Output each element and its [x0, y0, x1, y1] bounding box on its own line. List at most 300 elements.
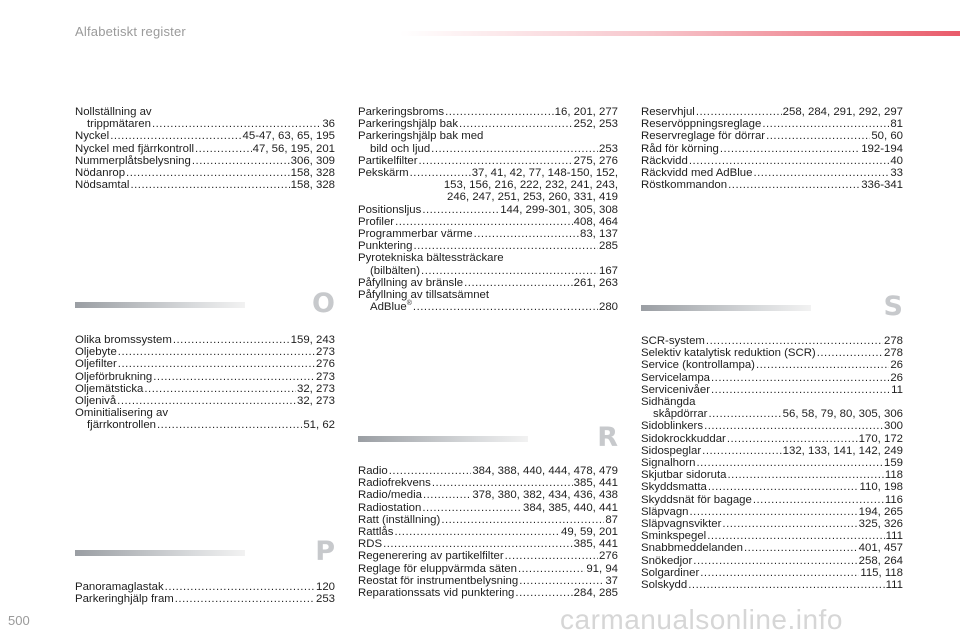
leader-dots [515, 587, 572, 599]
index-entry [358, 143, 618, 155]
index-entry-heading [358, 130, 618, 142]
index-entry-term-text: Parkeringhjälp fram [75, 593, 174, 606]
index-entry-pages: 37, 41, 42, 77, 148-150, 152, [471, 167, 618, 180]
leader-dots [192, 155, 290, 167]
index-entry-term: Sidhängda [641, 396, 696, 409]
index-entry [641, 372, 903, 384]
index-entry-term-text: Oljemätsticka [75, 382, 144, 395]
leader-dots [395, 216, 573, 228]
index-entry-pages: 158, 328 [290, 179, 335, 192]
leader-dots [708, 408, 781, 420]
index-entry [358, 477, 618, 489]
index-entry-term: Parkeringshjälp bak med [358, 130, 484, 143]
index-entry-pages: 87 [605, 513, 618, 526]
index-entry-pages: 26 [890, 359, 903, 372]
index-entry-term-text: Regenerering av partikelfilter [358, 550, 504, 563]
index-entry-pages: 261, 263 [573, 276, 618, 289]
leader-dots [118, 358, 315, 370]
index-entry-term [641, 130, 765, 142]
index-entry-term: Nollställning av [75, 106, 152, 118]
index-entry-term-text: Radio [358, 465, 388, 477]
index-entry-pages: 37 [605, 574, 618, 587]
index-entry-term [358, 204, 421, 216]
index-entry-pages: 258, 264 [858, 554, 903, 567]
index-entry-pages: 253 [315, 593, 335, 606]
index-entry-term-text: Skjutbar sidoruta [641, 469, 727, 482]
index-entry [358, 265, 618, 277]
leader-dots [173, 334, 290, 346]
index-entry-term [641, 542, 743, 554]
index-entry-term [641, 457, 695, 469]
index-entry-term-text: Sidoblinkers [641, 420, 704, 433]
index-entry-term-text: Nummerplåtsbelysning [75, 154, 191, 167]
index-entry-term [358, 240, 412, 252]
index-entry-pages: 385, 441 [573, 538, 618, 551]
index-entry-term [641, 530, 706, 542]
index-entry [358, 538, 618, 550]
index-entry-pages: 81 [890, 118, 903, 131]
index-entry [641, 433, 903, 445]
leader-dots [817, 347, 883, 359]
index-entry-term-text: Selektiv katalytisk reduktion (SCR) [641, 347, 816, 360]
index-entry [75, 395, 335, 407]
index-entry [641, 384, 903, 396]
index-entry-term [358, 526, 393, 538]
index-entry-pages: 11 [891, 383, 903, 396]
index-entry-term [641, 143, 719, 155]
leader-dots [704, 420, 883, 432]
index-entry-term: Pyrotekniska bältessträckare [358, 252, 504, 265]
index-entry-pages: 252, 253 [573, 118, 618, 131]
index-entry-term-text: Sidokrockkuddar [641, 432, 726, 445]
index-entry [358, 240, 618, 252]
index-entry-term-text: Olika bromssystem [75, 334, 172, 346]
index-entry-pages: 253 [598, 142, 618, 155]
index-entry-term [358, 155, 418, 167]
index-entry-term-text: Reglage för eluppvärmda säten [358, 562, 517, 575]
index-entry-pages: 91, 94 [586, 562, 618, 575]
index-entry-pages: 276 [315, 358, 335, 371]
leader-dots [144, 383, 296, 395]
index-entry-term [641, 155, 688, 167]
index-entry-pages: 32, 273 [296, 382, 335, 395]
index-entry [75, 358, 335, 370]
index-entry [75, 581, 335, 593]
leader-dots [722, 518, 857, 530]
index-entry-term-text: bild och ljud [370, 142, 431, 155]
index-entry [641, 555, 903, 567]
index-entry-term [641, 359, 755, 371]
index-entry-heading [75, 407, 335, 419]
leader-dots [744, 542, 858, 554]
index-entry-pages: 306, 309 [290, 154, 335, 167]
index-entry [641, 518, 903, 530]
index-entry-term [641, 420, 703, 432]
leader-dots [422, 502, 522, 514]
index-entry-pages: 16, 201, 277 [554, 106, 618, 118]
index-entry [75, 118, 335, 130]
index-entry [75, 179, 335, 191]
index-entry-term [75, 143, 194, 155]
index-entry-pages: 378, 380, 382, 434, 436, 438 [472, 489, 618, 502]
index-entry-term [87, 118, 151, 130]
leader-dots [518, 563, 585, 575]
page-header-title: Alfabetiskt register [75, 24, 186, 39]
leader-dots [175, 593, 315, 605]
index-entry-pages: 384, 385, 440, 441 [522, 501, 618, 514]
index-entry-pages: 325, 326 [858, 518, 903, 531]
index-entry-term [358, 502, 421, 514]
leader-dots [413, 301, 598, 313]
index-entry [75, 371, 335, 383]
index-entry-term [641, 372, 710, 384]
index-entry [641, 494, 903, 506]
index-entry-pages: 51, 62 [303, 419, 335, 432]
index-entry-term [358, 118, 458, 130]
index-entry [641, 118, 903, 130]
section-letter: S [883, 291, 903, 322]
leader-dots [696, 106, 782, 118]
leader-dots [118, 346, 315, 358]
index-column-1-block-2 [75, 334, 335, 432]
index-entry-pages: 276 [598, 550, 618, 563]
index-entry-term: Ominitialisering av [75, 407, 169, 420]
index-entry [358, 550, 618, 562]
index-entry-pages: 115, 118 [860, 566, 903, 579]
leader-dots [707, 530, 884, 542]
index-entry-term-text: Släpvagnsvikter [641, 518, 722, 531]
index-entry-term [75, 155, 191, 167]
index-entry-pages: 32, 273 [296, 395, 335, 408]
leader-dots [459, 118, 573, 130]
index-entry-term [641, 445, 701, 457]
index-entry-term-text: Reparationssats vid punktering [358, 587, 515, 600]
index-entry-term [641, 106, 695, 118]
index-entry-term-text: Sidospeglar [641, 444, 702, 457]
index-entry [641, 530, 903, 542]
index-entry-pages: 50, 60 [871, 130, 903, 143]
index-entry [641, 335, 903, 347]
index-entry-term-text: Räckvidd [641, 154, 688, 167]
page-number: 500 [8, 613, 30, 628]
index-entry [641, 106, 903, 118]
index-entry [358, 526, 618, 538]
index-entry [641, 347, 903, 359]
index-entry-term-text: Service (kontrollampa) [641, 359, 755, 372]
leader-dots [702, 445, 781, 457]
index-entry-term [75, 358, 117, 370]
leader-dots [464, 277, 573, 289]
index-entry-heading [75, 106, 335, 118]
index-entry-continuation [358, 191, 618, 203]
leader-dots [110, 130, 241, 142]
index-entry-term [641, 384, 710, 396]
leader-dots [422, 204, 499, 216]
index-entry-term-text: Oljenivå [75, 395, 117, 408]
index-entry-pages: 300 [883, 420, 903, 433]
index-entry-term-text: Reservöppningsreglage [641, 118, 762, 131]
letter-divider-bar [358, 436, 528, 442]
index-entry-term-text: Snökedjor [641, 554, 693, 567]
index-entry-pages: 408, 464 [573, 215, 618, 228]
index-entry-term-text: Råd för körning [641, 142, 719, 155]
letter-heading-r [358, 422, 618, 464]
leader-dots [413, 240, 598, 252]
index-entry-term [358, 167, 409, 179]
index-entry-term-text: Nyckel med fjärrkontroll [75, 142, 195, 155]
index-entry-pages: 275, 276 [573, 154, 618, 167]
index-entry [358, 502, 618, 514]
leader-dots [693, 555, 857, 567]
index-entry [358, 216, 618, 228]
index-entry-pages: 273 [315, 370, 335, 383]
index-entry-pages: 83, 137 [579, 228, 618, 241]
index-entry-pages: 47, 56, 195, 201 [252, 142, 335, 155]
index-entry-term-text: Radiostation [358, 501, 422, 514]
leader-dots [720, 143, 860, 155]
index-entry-term-text: Reservhjul [641, 106, 695, 118]
index-entry-pages: 111 [885, 530, 903, 543]
leader-dots [474, 228, 579, 240]
index-entry-term-text: Parkeringsbroms [358, 106, 445, 118]
index-entry-pages: 280 [598, 301, 618, 314]
index-entry-term-text: Programmerbar värme [358, 228, 473, 241]
index-entry-term-text: Sminkspegel [641, 530, 707, 543]
index-entry-pages: 144, 299-301, 305, 308 [500, 203, 618, 216]
index-entry-term [358, 477, 431, 489]
index-entry-term-text: Släpvagn [641, 505, 689, 518]
index-entry-term-text: Servicelampa [641, 371, 711, 384]
index-column-2-block-2 [358, 465, 618, 599]
leader-dots [690, 506, 858, 518]
index-entry [75, 155, 335, 167]
index-entry [75, 143, 335, 155]
leader-dots [519, 575, 604, 587]
index-entry-pages: 36 [322, 118, 335, 131]
section-letter: R [597, 422, 618, 453]
leader-dots [711, 384, 890, 396]
leader-dots [130, 179, 289, 191]
index-entry-term [358, 538, 382, 550]
leader-dots [766, 130, 870, 142]
index-entry [75, 334, 335, 346]
index-entry-pages: 246, 247, 251, 253, 260, 331, 419 [446, 191, 618, 204]
index-entry-pages: 159 [883, 457, 903, 470]
index-entry-term: Påfyllning av tillsatsämnet [358, 289, 490, 302]
leader-dots [700, 567, 859, 579]
index-entry-term [75, 383, 143, 395]
index-entry-pages: 278 [883, 335, 903, 347]
index-entry [641, 167, 903, 179]
index-entry-pages: 110, 198 [859, 481, 903, 494]
index-entry-pages: 278 [883, 347, 903, 360]
leader-dots [383, 538, 573, 550]
index-entry-term [370, 265, 420, 277]
index-entry [75, 419, 335, 431]
index-entry [358, 228, 618, 240]
index-entry [358, 563, 618, 575]
index-entry-pages: 284, 285 [573, 587, 618, 600]
leader-dots [165, 581, 315, 593]
index-entry-pages: 159, 243 [290, 334, 335, 346]
index-entry-term-text: Nyckel [75, 130, 110, 143]
index-entry-term-text: SCR-system [641, 335, 705, 347]
index-entry [641, 445, 903, 457]
leader-dots [688, 579, 884, 591]
index-entry-pages: 158, 328 [290, 167, 335, 180]
index-entry-term-text: trippmätaren [87, 118, 151, 131]
index-entry-term [358, 514, 440, 526]
index-entry-pages: 192-194 [861, 142, 903, 155]
index-entry-term [358, 563, 517, 575]
index-entry-term-text: Röstkommandon [641, 179, 728, 192]
index-entry [641, 155, 903, 167]
index-entry [641, 408, 903, 420]
index-entry-term [75, 395, 116, 407]
index-entry-pages: 153, 156, 216, 222, 232, 241, 243, [443, 179, 618, 192]
index-entry-term-text: skåpdörrar [653, 408, 708, 421]
index-entry [641, 359, 903, 371]
index-entry-term-text: Snabbmeddelanden [641, 542, 743, 555]
index-entry-pages: 132, 133, 141, 142, 249 [782, 444, 903, 457]
index-entry-pages: 56, 58, 79, 80, 305, 306 [782, 408, 903, 421]
index-entry [358, 167, 618, 179]
index-entry [75, 167, 335, 179]
index-entry-pages: 26 [890, 371, 903, 384]
leader-dots [410, 167, 471, 179]
index-entry [358, 106, 618, 118]
index-entry-term-text: Pekskärm [358, 167, 409, 180]
header-accent-rule [400, 31, 960, 36]
index-entry [75, 130, 335, 142]
watermark: carmanualsonline.info [560, 604, 843, 635]
index-entry [358, 587, 618, 599]
index-entry-term-text: AdBlue [370, 301, 407, 314]
leader-dots [431, 143, 598, 155]
index-entry-term-text: Oljeförbrukning [75, 370, 153, 383]
leader-dots [152, 118, 321, 130]
index-entry-term [641, 179, 727, 191]
index-entry [641, 469, 903, 481]
index-column-1-block-1 [75, 106, 335, 191]
letter-heading-o [75, 288, 335, 330]
index-entry-term-text: Skyddsmatta [641, 481, 707, 494]
index-entry [75, 593, 335, 605]
index-entry-term [641, 481, 707, 493]
index-entry-term-text: Påfyllning av bränsle [358, 276, 464, 289]
index-entry-term-text: Ratt (inställning) [358, 513, 441, 526]
index-entry-term-text: Servicenivåer [641, 383, 711, 396]
section-letter: P [315, 536, 335, 567]
leader-dots [727, 433, 858, 445]
index-entry [75, 346, 335, 358]
index-entry-term-text: Nödsamtal [75, 179, 130, 192]
leader-dots [689, 155, 889, 167]
index-entry-term-text: Partikelfilter [358, 154, 418, 167]
index-entry-term [370, 143, 430, 155]
index-entry [358, 277, 618, 289]
index-entry-pages: 40 [890, 154, 903, 167]
index-entry-pages: 33 [890, 167, 903, 180]
section-letter: O [312, 288, 335, 319]
leader-dots [419, 155, 573, 167]
index-column-2-block-1 [358, 106, 618, 313]
leader-dots [423, 489, 471, 501]
index-entry-pages: 336-341 [861, 179, 903, 192]
index-entry-pages: 111 [885, 579, 903, 592]
index-entry-term [358, 550, 504, 562]
index-entry-term-text: Radiofrekvens [358, 477, 431, 490]
index-entry-term [75, 179, 129, 191]
index-entry-term-text: Panoramaglastak [75, 581, 164, 593]
index-entry-term [641, 469, 726, 481]
index-entry-term [358, 106, 444, 118]
index-entry-heading [641, 396, 903, 408]
index-entry-pages: 49, 59, 201 [560, 526, 618, 539]
index-entry-term [641, 555, 692, 567]
index-entry [358, 575, 618, 587]
index-entry-term [370, 301, 412, 313]
index-entry-term-text: Nödanrop [75, 167, 126, 180]
index-entry [358, 465, 618, 477]
index-entry-term [641, 167, 752, 179]
leader-dots [762, 118, 889, 130]
index-entry-pages: 285 [598, 240, 618, 253]
index-entry-pages: 116 [884, 493, 903, 506]
index-entry-term-text: Solskydd [641, 579, 688, 592]
index-entry-term-text: Signalhorn [641, 457, 696, 470]
index-entry-pages: 258, 284, 291, 292, 297 [782, 106, 903, 118]
leader-dots [753, 167, 889, 179]
index-entry-term [75, 130, 109, 142]
leader-dots [153, 371, 315, 383]
index-entry-term-text: Punktering [358, 240, 413, 253]
letter-heading-p [75, 536, 335, 578]
index-entry [358, 118, 618, 130]
index-entry-term [641, 506, 689, 518]
index-entry-term-text: Reservreglage för dörrar [641, 130, 766, 143]
index-entry-term [75, 581, 164, 593]
index-entry-term-text: Oljebyte [75, 346, 117, 359]
index-entry-term [358, 575, 518, 587]
index-entry-term [75, 167, 125, 179]
index-entry-term [641, 494, 752, 506]
leader-dots [126, 167, 290, 179]
index-entry-term [641, 347, 816, 359]
index-entry-term-text: Radio/media [358, 489, 422, 502]
index-entry-pages: 120 [315, 581, 335, 593]
index-entry-term [87, 419, 156, 431]
index-entry-heading [358, 252, 618, 264]
leader-dots [727, 469, 883, 481]
index-entry-term-text: Parkeringshjälp bak [358, 118, 459, 131]
index-entry-term-text: RDS [358, 538, 383, 551]
index-entry-term-text: Oljefilter [75, 358, 117, 371]
index-column-3-block-2 [641, 335, 903, 591]
index-entry-term [641, 567, 699, 579]
index-entry-term [653, 408, 707, 420]
index-entry-term [75, 371, 152, 383]
index-entry-pages: 170, 172 [858, 432, 903, 445]
index-entry-term-text: Solgardiner [641, 566, 700, 579]
index-entry-term [641, 579, 687, 591]
index-entry-term [358, 228, 473, 240]
index-entry-term [358, 489, 422, 501]
index-entry-pages: 401, 457 [858, 542, 903, 555]
index-entry [358, 514, 618, 526]
index-entry-term-text: Profiler [358, 215, 395, 228]
index-entry [641, 457, 903, 469]
